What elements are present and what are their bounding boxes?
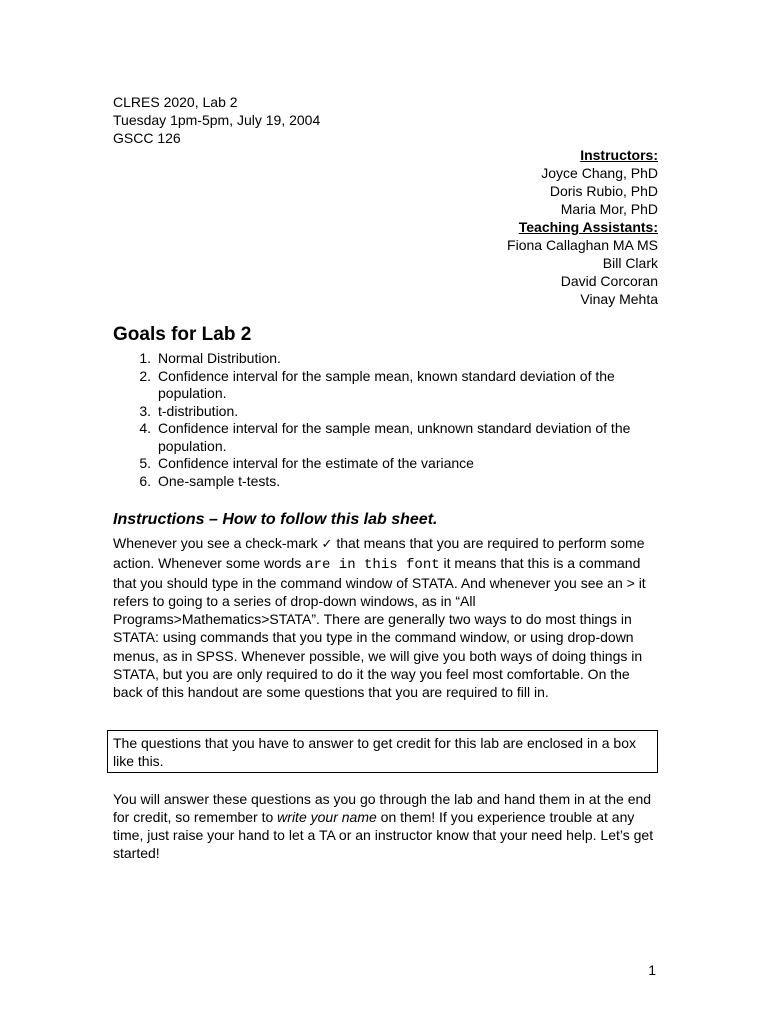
paragraph-text: on them! If you experience trouble at any time, just raise your hand to let a TA or an instructor know that your need help. Let’s get started!: [113, 809, 654, 862]
list-text: t-distribution.: [158, 402, 239, 419]
list-item: [113, 368, 658, 403]
list-text: Confidence interval for the estimate of the variance: [158, 455, 474, 471]
list-number: 6.: [139, 472, 151, 489]
closing-paragraph: [113, 790, 658, 862]
list-item: [113, 350, 658, 368]
emphasis-text: write your name: [277, 809, 377, 826]
list-text: Normal Distribution.: [158, 350, 281, 366]
list-item: [113, 420, 658, 455]
instructions-title: Instructions – How to follow this lab sheet.: [113, 511, 438, 528]
document-page: [113, 0, 658, 1024]
tas-heading: Teaching Assistants:: [518, 219, 658, 235]
instructor-name: Maria Mor, PhD: [560, 201, 658, 217]
ta-name: David Corcoran: [560, 273, 658, 289]
room-line: GSCC 126: [113, 130, 181, 146]
instructors-heading: Instructors:: [580, 147, 658, 163]
list-item: [113, 403, 658, 421]
instructions-paragraph: [113, 534, 658, 701]
lab-header: [113, 93, 320, 147]
instructor-name: Joyce Chang, PhD: [541, 165, 658, 181]
list-number: 5.: [139, 455, 151, 471]
check-mark-icon: ✓: [321, 537, 333, 552]
list-item: [113, 455, 658, 473]
list-number: 4.: [139, 420, 151, 436]
list-number: 3.: [139, 402, 151, 419]
list-number: 2.: [139, 367, 151, 384]
goals-list: [113, 350, 658, 490]
paragraph-text: it means that this is a command that you should type in the command window of STATA. And whenever you see an > it refers to going to a series of drop-down windows, as in “All Programs>Mathematics>STATA”. There are generally two ways to do most things in STATA: using commands that you type in the command window, or using drop-down menus, as in SPSS. Whenever possible, we will give you both ways of doing things in STATA, but you are only required to do it the way you feel most comfortable. On the back of this handout are some questions that you are required to fill in.: [113, 555, 646, 700]
course-line: CLRES 2020, Lab 2: [113, 94, 238, 110]
goals-title: Goals for Lab 2: [113, 324, 252, 345]
list-text: Confidence interval for the sample mean, known standard deviation of the population.: [158, 367, 615, 401]
instructor-name: Doris Rubio, PhD: [549, 183, 658, 199]
list-item: [113, 473, 658, 491]
ta-name: Bill Clark: [602, 255, 658, 271]
paragraph-text: Whenever you see a check-mark: [113, 535, 322, 551]
question-box-example: The questions that you have to answer to get credit for this lab are enclosed in a box like this.: [107, 730, 658, 773]
monospace-example: are in this font: [305, 557, 440, 574]
paragraph-text: that means that you are required to perform some action. Whenever some words: [113, 535, 645, 572]
ta-name: Vinay Mehta: [580, 291, 658, 307]
page-number: 1: [648, 962, 656, 978]
ta-name: Fiona Callaghan MA MS: [507, 237, 658, 253]
paragraph-text: You will answer these questions as you go through the lab and hand them in at the end for credit, so remember to: [113, 791, 652, 826]
datetime-line: Tuesday 1pm-5pm, July 19, 2004: [113, 112, 321, 128]
list-text: Confidence interval for the sample mean, unknown standard deviation of the population.: [158, 420, 631, 454]
staff-list: [507, 146, 658, 308]
list-number: 1.: [139, 350, 151, 366]
list-text: One-sample t-tests.: [158, 472, 281, 489]
